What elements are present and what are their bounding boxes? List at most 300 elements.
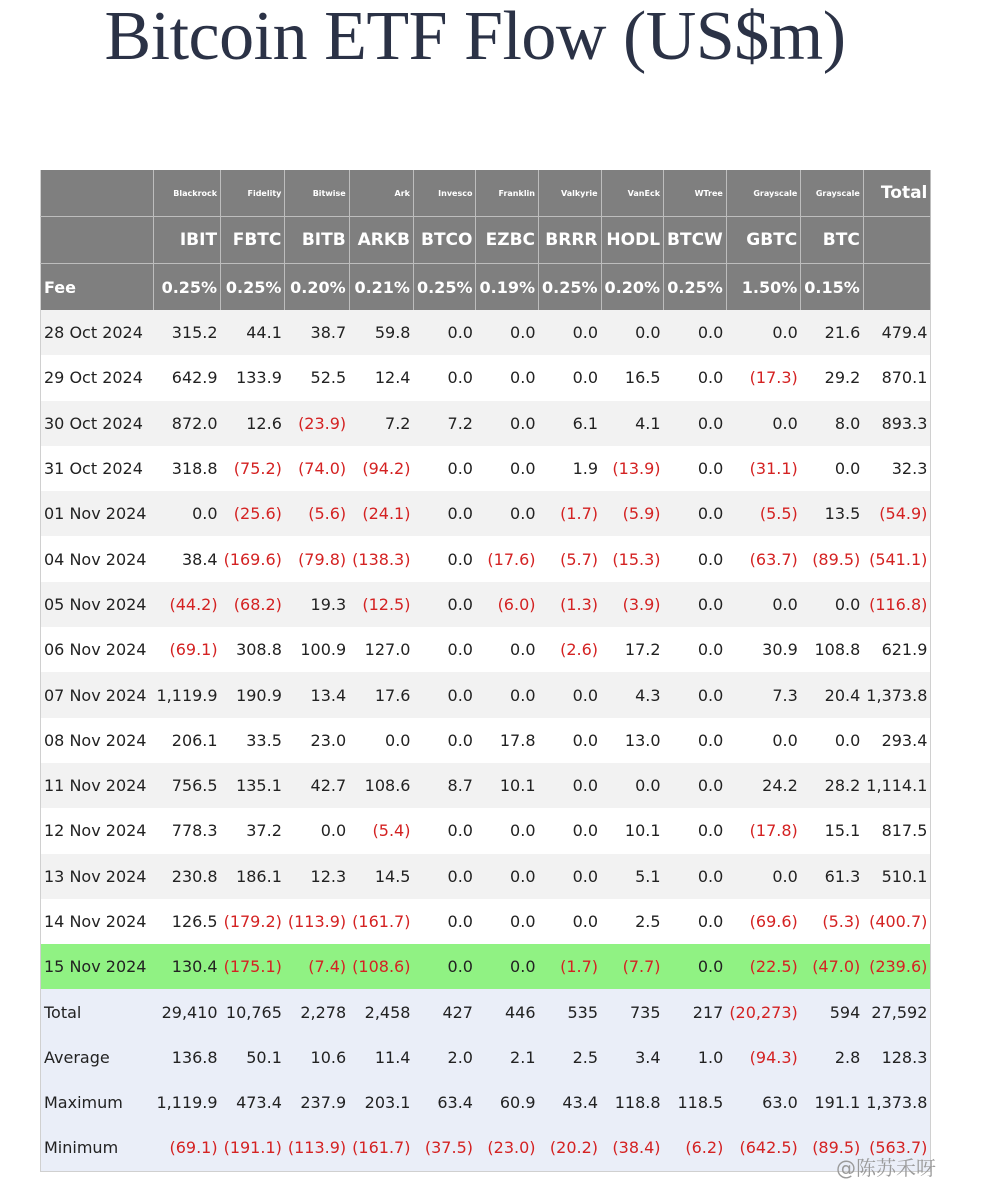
flow-value: 0.0 bbox=[413, 355, 476, 400]
ticker-corner-cell bbox=[41, 217, 154, 264]
stat-value: 136.8 bbox=[154, 1035, 221, 1080]
flow-value: 0.0 bbox=[664, 808, 727, 853]
flow-value: 0.0 bbox=[726, 582, 800, 627]
flow-value: (63.7) bbox=[726, 536, 800, 581]
flow-value: 870.1 bbox=[863, 355, 931, 400]
stat-label: Maximum bbox=[41, 1080, 154, 1125]
table-row bbox=[41, 808, 931, 853]
ticker-header: GBTC bbox=[726, 217, 800, 264]
table-row bbox=[41, 672, 931, 717]
flow-value: 38.7 bbox=[285, 310, 349, 355]
ticker-header: BITB bbox=[285, 217, 349, 264]
flow-value: 7.2 bbox=[349, 401, 413, 446]
stat-value: 594 bbox=[801, 989, 864, 1034]
flow-value: (25.6) bbox=[221, 491, 285, 536]
flow-value: (44.2) bbox=[154, 582, 221, 627]
flow-value: 30.9 bbox=[726, 627, 800, 672]
etf-flow-table bbox=[40, 170, 931, 1172]
flow-value: (1.3) bbox=[539, 582, 602, 627]
flow-value: 0.0 bbox=[413, 854, 476, 899]
flow-value: 0.0 bbox=[726, 718, 800, 763]
flow-value: (7.4) bbox=[285, 944, 349, 989]
row-date: 06 Nov 2024 bbox=[41, 627, 154, 672]
flow-value: 0.0 bbox=[413, 491, 476, 536]
flow-value: 37.2 bbox=[221, 808, 285, 853]
fee-value: 0.21% bbox=[349, 264, 413, 311]
stat-value: (69.1) bbox=[154, 1125, 221, 1171]
stat-value: 29,410 bbox=[154, 989, 221, 1034]
flow-value: 59.8 bbox=[349, 310, 413, 355]
row-date: 05 Nov 2024 bbox=[41, 582, 154, 627]
flow-value: (68.2) bbox=[221, 582, 285, 627]
table-row bbox=[41, 536, 931, 581]
flow-value: 0.0 bbox=[476, 355, 539, 400]
flow-value: (239.6) bbox=[863, 944, 931, 989]
stat-value: 2.5 bbox=[539, 1035, 602, 1080]
flow-value: 28.2 bbox=[801, 763, 864, 808]
stat-value: 50.1 bbox=[221, 1035, 285, 1080]
flow-value: 1,114.1 bbox=[863, 763, 931, 808]
flow-value: (3.9) bbox=[601, 582, 664, 627]
flow-value: 0.0 bbox=[539, 718, 602, 763]
stat-label: Average bbox=[41, 1035, 154, 1080]
stat-value: (161.7) bbox=[349, 1125, 413, 1171]
flow-value: 0.0 bbox=[476, 944, 539, 989]
flow-value: 621.9 bbox=[863, 627, 931, 672]
fee-value: 0.25% bbox=[664, 264, 727, 311]
table-row bbox=[41, 627, 931, 672]
flow-value: 16.5 bbox=[601, 355, 664, 400]
stats-row bbox=[41, 1080, 931, 1125]
row-date: 04 Nov 2024 bbox=[41, 536, 154, 581]
fee-value: 0.25% bbox=[154, 264, 221, 311]
flow-value: (116.8) bbox=[863, 582, 931, 627]
fee-value: 0.25% bbox=[221, 264, 285, 311]
issuer-header: Valkyrie bbox=[539, 170, 602, 217]
flow-value: 8.7 bbox=[413, 763, 476, 808]
flow-value: (175.1) bbox=[221, 944, 285, 989]
flow-value: 0.0 bbox=[539, 854, 602, 899]
flow-value: 872.0 bbox=[154, 401, 221, 446]
fee-value: 0.15% bbox=[801, 264, 864, 311]
flow-value: 0.0 bbox=[664, 627, 727, 672]
flow-value: (79.8) bbox=[285, 536, 349, 581]
ticker-header-row bbox=[41, 217, 931, 264]
flow-value: 44.1 bbox=[221, 310, 285, 355]
flow-value: 29.2 bbox=[801, 355, 864, 400]
watermark: @陈苏禾呀 bbox=[836, 1156, 936, 1180]
table-row bbox=[41, 763, 931, 808]
stat-value: (563.7) bbox=[863, 1125, 931, 1171]
table-row bbox=[41, 854, 931, 899]
flow-value: 0.0 bbox=[476, 627, 539, 672]
flow-value: 126.5 bbox=[154, 899, 221, 944]
flow-value: 135.1 bbox=[221, 763, 285, 808]
flow-value: 52.5 bbox=[285, 355, 349, 400]
row-date: 29 Oct 2024 bbox=[41, 355, 154, 400]
flow-value: 0.0 bbox=[664, 582, 727, 627]
flow-value: (1.7) bbox=[539, 491, 602, 536]
flow-value: 13.4 bbox=[285, 672, 349, 717]
stat-value: 43.4 bbox=[539, 1080, 602, 1125]
stat-value: (113.9) bbox=[285, 1125, 349, 1171]
flow-value: 12.4 bbox=[349, 355, 413, 400]
flow-value: 0.0 bbox=[285, 808, 349, 853]
fee-total-cell bbox=[863, 264, 931, 311]
stat-value: 735 bbox=[601, 989, 664, 1034]
flow-value: 0.0 bbox=[413, 310, 476, 355]
stat-value: 191.1 bbox=[801, 1080, 864, 1125]
flow-value: 15.1 bbox=[801, 808, 864, 853]
flow-table-body bbox=[41, 310, 931, 1171]
flow-value: 0.0 bbox=[664, 854, 727, 899]
ticker-header: BRRR bbox=[539, 217, 602, 264]
flow-value: 17.6 bbox=[349, 672, 413, 717]
flow-value: (5.3) bbox=[801, 899, 864, 944]
flow-value: 21.6 bbox=[801, 310, 864, 355]
flow-value: 0.0 bbox=[413, 446, 476, 491]
stat-value: 128.3 bbox=[863, 1035, 931, 1080]
flow-value: 893.3 bbox=[863, 401, 931, 446]
flow-value: 7.3 bbox=[726, 672, 800, 717]
flow-value: (6.0) bbox=[476, 582, 539, 627]
flow-value: 0.0 bbox=[539, 808, 602, 853]
flow-value: 42.7 bbox=[285, 763, 349, 808]
stat-value: 60.9 bbox=[476, 1080, 539, 1125]
flow-value: (74.0) bbox=[285, 446, 349, 491]
flow-value: (75.2) bbox=[221, 446, 285, 491]
table-row bbox=[41, 899, 931, 944]
flow-value: 20.4 bbox=[801, 672, 864, 717]
row-date: 13 Nov 2024 bbox=[41, 854, 154, 899]
stat-value: 11.4 bbox=[349, 1035, 413, 1080]
row-date: 08 Nov 2024 bbox=[41, 718, 154, 763]
flow-value: 0.0 bbox=[413, 536, 476, 581]
flow-value: 0.0 bbox=[664, 718, 727, 763]
fee-value: 0.20% bbox=[285, 264, 349, 311]
flow-value: 0.0 bbox=[664, 944, 727, 989]
stat-value: 2.1 bbox=[476, 1035, 539, 1080]
flow-value: 1,373.8 bbox=[863, 672, 931, 717]
stat-value: 118.8 bbox=[601, 1080, 664, 1125]
flow-value: (169.6) bbox=[221, 536, 285, 581]
stat-label: Minimum bbox=[41, 1125, 154, 1171]
table-row bbox=[41, 310, 931, 355]
flow-value: 33.5 bbox=[221, 718, 285, 763]
row-date: 11 Nov 2024 bbox=[41, 763, 154, 808]
flow-value: (31.1) bbox=[726, 446, 800, 491]
ticker-header: EZBC bbox=[476, 217, 539, 264]
fee-value: 1.50% bbox=[726, 264, 800, 311]
stats-row bbox=[41, 1125, 931, 1171]
flow-value: 0.0 bbox=[154, 491, 221, 536]
flow-value: (161.7) bbox=[349, 899, 413, 944]
flow-value: 14.5 bbox=[349, 854, 413, 899]
stat-value: (89.5) bbox=[801, 1125, 864, 1171]
row-date: 07 Nov 2024 bbox=[41, 672, 154, 717]
flow-value: (5.9) bbox=[601, 491, 664, 536]
flow-value: 12.3 bbox=[285, 854, 349, 899]
issuer-header: Grayscale bbox=[801, 170, 864, 217]
flow-value: 0.0 bbox=[601, 763, 664, 808]
row-date: 01 Nov 2024 bbox=[41, 491, 154, 536]
stats-row bbox=[41, 1035, 931, 1080]
flow-value: 0.0 bbox=[476, 808, 539, 853]
stat-value: 27,592 bbox=[863, 989, 931, 1034]
flow-value: 186.1 bbox=[221, 854, 285, 899]
flow-value: 19.3 bbox=[285, 582, 349, 627]
flow-value: 108.6 bbox=[349, 763, 413, 808]
flow-value: (400.7) bbox=[863, 899, 931, 944]
flow-value: 0.0 bbox=[664, 491, 727, 536]
flow-value: 479.4 bbox=[863, 310, 931, 355]
flow-value: 17.8 bbox=[476, 718, 539, 763]
stat-label: Total bbox=[41, 989, 154, 1034]
flow-value: (17.8) bbox=[726, 808, 800, 853]
flow-value: (23.9) bbox=[285, 401, 349, 446]
flow-value: (5.7) bbox=[539, 536, 602, 581]
flow-value: (5.5) bbox=[726, 491, 800, 536]
flow-value: 0.0 bbox=[476, 854, 539, 899]
stats-row bbox=[41, 989, 931, 1034]
stat-value: 2,278 bbox=[285, 989, 349, 1034]
flow-value: 206.1 bbox=[154, 718, 221, 763]
flow-value: 8.0 bbox=[801, 401, 864, 446]
flow-value: (541.1) bbox=[863, 536, 931, 581]
flow-value: 0.0 bbox=[664, 310, 727, 355]
ticker-header: HODL bbox=[601, 217, 664, 264]
flow-value: 0.0 bbox=[601, 310, 664, 355]
issuer-header: Ark bbox=[349, 170, 413, 217]
flow-value: 0.0 bbox=[476, 899, 539, 944]
flow-value: 4.1 bbox=[601, 401, 664, 446]
stat-value: 2.8 bbox=[801, 1035, 864, 1080]
flow-value: 6.1 bbox=[539, 401, 602, 446]
total-column-header: Total bbox=[863, 170, 931, 217]
flow-value: 0.0 bbox=[664, 763, 727, 808]
flow-value: 108.8 bbox=[801, 627, 864, 672]
flow-value: 10.1 bbox=[601, 808, 664, 853]
flow-value: 0.0 bbox=[413, 808, 476, 853]
flow-value: 0.0 bbox=[539, 763, 602, 808]
flow-value: 127.0 bbox=[349, 627, 413, 672]
stat-value: 3.4 bbox=[601, 1035, 664, 1080]
flow-value: 308.8 bbox=[221, 627, 285, 672]
flow-value: (113.9) bbox=[285, 899, 349, 944]
table-row bbox=[41, 446, 931, 491]
flow-value: 0.0 bbox=[664, 672, 727, 717]
stat-value: 217 bbox=[664, 989, 727, 1034]
flow-value: 190.9 bbox=[221, 672, 285, 717]
flow-value: 13.5 bbox=[801, 491, 864, 536]
flow-value: 32.3 bbox=[863, 446, 931, 491]
flow-value: 0.0 bbox=[413, 718, 476, 763]
issuer-header: Grayscale bbox=[726, 170, 800, 217]
flow-value: 0.0 bbox=[539, 355, 602, 400]
flow-value: 0.0 bbox=[801, 446, 864, 491]
flow-value: 0.0 bbox=[476, 491, 539, 536]
ticker-header: ARKB bbox=[349, 217, 413, 264]
flow-value: 0.0 bbox=[726, 401, 800, 446]
table-row bbox=[41, 355, 931, 400]
flow-value: 0.0 bbox=[476, 401, 539, 446]
stat-value: (37.5) bbox=[413, 1125, 476, 1171]
fee-value: 0.25% bbox=[539, 264, 602, 311]
flow-value: (22.5) bbox=[726, 944, 800, 989]
flow-value: 756.5 bbox=[154, 763, 221, 808]
flow-value: 0.0 bbox=[664, 446, 727, 491]
row-date: 28 Oct 2024 bbox=[41, 310, 154, 355]
flow-value: 130.4 bbox=[154, 944, 221, 989]
flow-value: 0.0 bbox=[539, 899, 602, 944]
flow-value: 315.2 bbox=[154, 310, 221, 355]
flow-value: (69.6) bbox=[726, 899, 800, 944]
table-row bbox=[41, 491, 931, 536]
flow-value: 0.0 bbox=[664, 401, 727, 446]
issuer-header: Bitwise bbox=[285, 170, 349, 217]
stat-value: 118.5 bbox=[664, 1080, 727, 1125]
flow-value: 0.0 bbox=[413, 582, 476, 627]
flow-value: 1,119.9 bbox=[154, 672, 221, 717]
corner-cell bbox=[41, 170, 154, 217]
flow-value: 133.9 bbox=[221, 355, 285, 400]
flow-value: 2.5 bbox=[601, 899, 664, 944]
stat-value: 1,373.8 bbox=[863, 1080, 931, 1125]
flow-value: (54.9) bbox=[863, 491, 931, 536]
row-date: 30 Oct 2024 bbox=[41, 401, 154, 446]
flow-value: 0.0 bbox=[413, 944, 476, 989]
stat-value: 446 bbox=[476, 989, 539, 1034]
stat-value: (642.5) bbox=[726, 1125, 800, 1171]
flow-value: 17.2 bbox=[601, 627, 664, 672]
stat-value: 10,765 bbox=[221, 989, 285, 1034]
table-row bbox=[41, 944, 931, 989]
table-row bbox=[41, 401, 931, 446]
stat-value: 473.4 bbox=[221, 1080, 285, 1125]
flow-value: 0.0 bbox=[801, 582, 864, 627]
flow-value: (138.3) bbox=[349, 536, 413, 581]
flow-value: (179.2) bbox=[221, 899, 285, 944]
flow-value: 0.0 bbox=[664, 536, 727, 581]
stat-value: 63.4 bbox=[413, 1080, 476, 1125]
stat-value: 427 bbox=[413, 989, 476, 1034]
flow-value: 0.0 bbox=[539, 310, 602, 355]
stat-value: 237.9 bbox=[285, 1080, 349, 1125]
flow-value: 24.2 bbox=[726, 763, 800, 808]
flow-value: (94.2) bbox=[349, 446, 413, 491]
stat-value: 535 bbox=[539, 989, 602, 1034]
fee-value: 0.20% bbox=[601, 264, 664, 311]
stat-value: 63.0 bbox=[726, 1080, 800, 1125]
table-row bbox=[41, 718, 931, 763]
flow-value: 778.3 bbox=[154, 808, 221, 853]
ticker-header: BTCO bbox=[413, 217, 476, 264]
issuer-header: WTree bbox=[664, 170, 727, 217]
flow-value: (108.6) bbox=[349, 944, 413, 989]
flow-value: (7.7) bbox=[601, 944, 664, 989]
flow-value: 642.9 bbox=[154, 355, 221, 400]
stat-value: 2.0 bbox=[413, 1035, 476, 1080]
flow-value: (12.5) bbox=[349, 582, 413, 627]
stat-value: (94.3) bbox=[726, 1035, 800, 1080]
issuer-header: Fidelity bbox=[221, 170, 285, 217]
ticker-header: IBIT bbox=[154, 217, 221, 264]
flow-value: 38.4 bbox=[154, 536, 221, 581]
flow-value: 1.9 bbox=[539, 446, 602, 491]
flow-value: 0.0 bbox=[726, 854, 800, 899]
flow-value: 510.1 bbox=[863, 854, 931, 899]
flow-value: 0.0 bbox=[801, 718, 864, 763]
flow-value: (2.6) bbox=[539, 627, 602, 672]
fee-value: 0.19% bbox=[476, 264, 539, 311]
row-date: 14 Nov 2024 bbox=[41, 899, 154, 944]
flow-value: 100.9 bbox=[285, 627, 349, 672]
stat-value: 203.1 bbox=[349, 1080, 413, 1125]
flow-value: 0.0 bbox=[476, 672, 539, 717]
stat-value: (6.2) bbox=[664, 1125, 727, 1171]
table-row bbox=[41, 582, 931, 627]
issuer-header-row bbox=[41, 170, 931, 217]
stat-value: (38.4) bbox=[601, 1125, 664, 1171]
flow-value: (69.1) bbox=[154, 627, 221, 672]
flow-value: 0.0 bbox=[413, 627, 476, 672]
flow-value: 13.0 bbox=[601, 718, 664, 763]
flow-value: 5.1 bbox=[601, 854, 664, 899]
flow-value: 293.4 bbox=[863, 718, 931, 763]
stat-value: 2,458 bbox=[349, 989, 413, 1034]
flow-value: 0.0 bbox=[413, 672, 476, 717]
stat-value: 1.0 bbox=[664, 1035, 727, 1080]
flow-value: 0.0 bbox=[476, 310, 539, 355]
ticker-header: BTC bbox=[801, 217, 864, 264]
flow-value: 0.0 bbox=[539, 672, 602, 717]
flow-value: (17.6) bbox=[476, 536, 539, 581]
flow-value: (17.3) bbox=[726, 355, 800, 400]
flow-value: 7.2 bbox=[413, 401, 476, 446]
issuer-header: Blackrock bbox=[154, 170, 221, 217]
flow-value: 0.0 bbox=[476, 446, 539, 491]
flow-value: (89.5) bbox=[801, 536, 864, 581]
stat-value: 10.6 bbox=[285, 1035, 349, 1080]
issuer-header: Franklin bbox=[476, 170, 539, 217]
issuer-header: VanEck bbox=[601, 170, 664, 217]
row-date: 12 Nov 2024 bbox=[41, 808, 154, 853]
row-date: 31 Oct 2024 bbox=[41, 446, 154, 491]
flow-value: 0.0 bbox=[349, 718, 413, 763]
ticker-header: FBTC bbox=[221, 217, 285, 264]
ticker-total-cell bbox=[863, 217, 931, 264]
flow-value: 0.0 bbox=[664, 355, 727, 400]
flow-value: 12.6 bbox=[221, 401, 285, 446]
fee-header-row bbox=[41, 264, 931, 311]
flow-value: (5.6) bbox=[285, 491, 349, 536]
flow-value: 318.8 bbox=[154, 446, 221, 491]
ticker-header: BTCW bbox=[664, 217, 727, 264]
flow-value: (1.7) bbox=[539, 944, 602, 989]
stat-value: (191.1) bbox=[221, 1125, 285, 1171]
flow-value: (47.0) bbox=[801, 944, 864, 989]
flow-value: 230.8 bbox=[154, 854, 221, 899]
flow-value: 23.0 bbox=[285, 718, 349, 763]
fee-value: 0.25% bbox=[413, 264, 476, 311]
flow-value: 817.5 bbox=[863, 808, 931, 853]
flow-value: 61.3 bbox=[801, 854, 864, 899]
page-title: Bitcoin ETF Flow (US$m) bbox=[104, 0, 846, 75]
flow-value: 0.0 bbox=[664, 899, 727, 944]
fee-label: Fee bbox=[41, 264, 154, 311]
flow-value: 0.0 bbox=[726, 310, 800, 355]
stat-value: (23.0) bbox=[476, 1125, 539, 1171]
